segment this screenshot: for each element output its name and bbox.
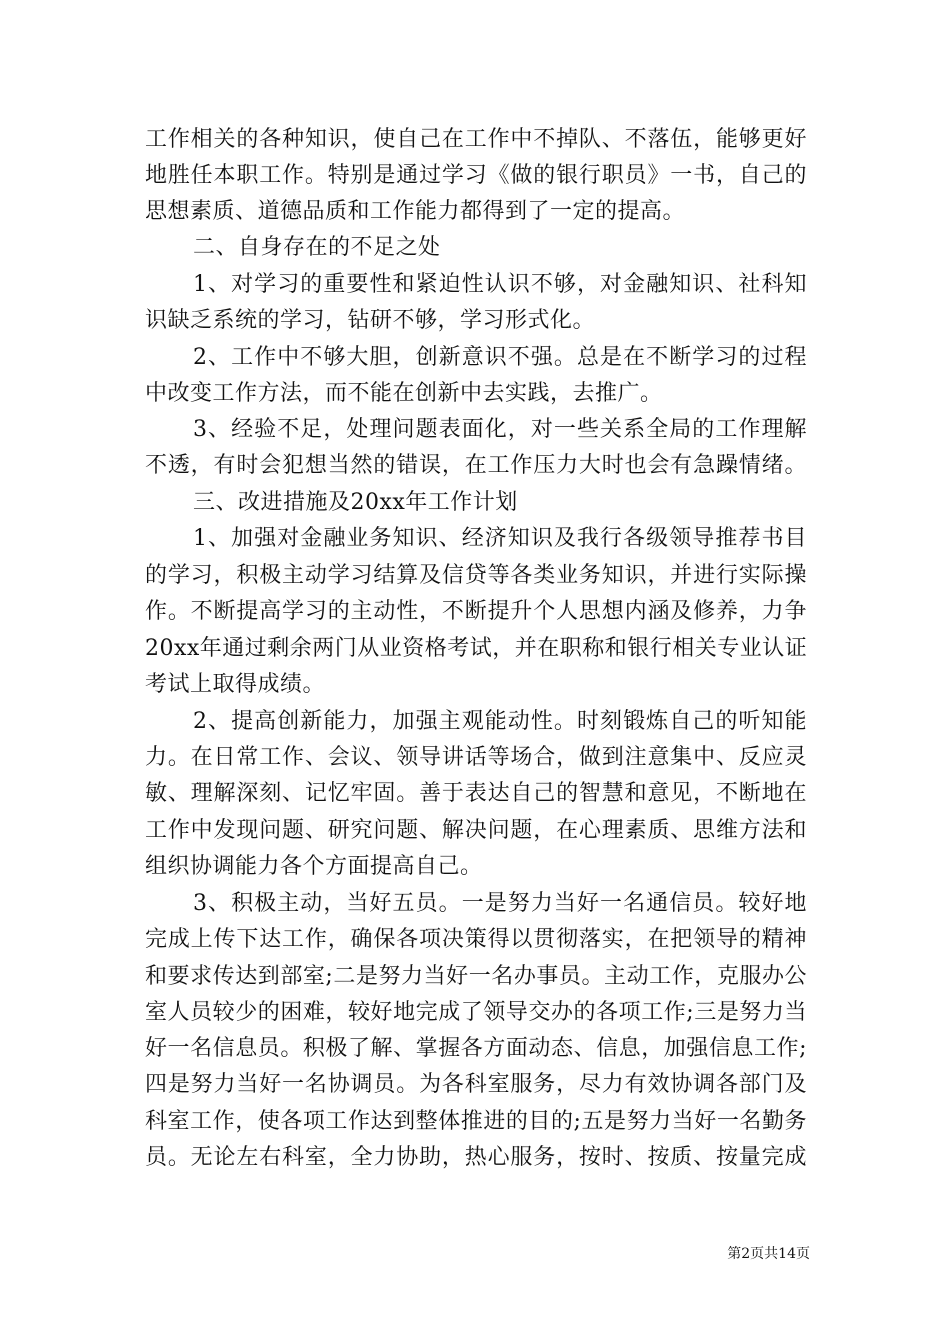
body-text-line: 1、对学习的重要性和紧迫性认识不够，对金融知识、社科知 [193, 272, 807, 297]
body-text-line: 地胜任本职工作。特别是通过学习《做的银行职员》一书，自己的 [145, 163, 807, 188]
body-text-line: 1、加强对金融业务知识、经济知识及我行各级领导推荐书目 [193, 526, 807, 551]
body-text-line: 作。不断提高学习的主动性，不断提升个人思想内涵及修养，力争 [145, 599, 807, 624]
body-text-line: 识缺乏系统的学习，钻研不够，学习形式化。 [145, 308, 596, 333]
body-text-line: 中改变工作方法，而不能在创新中去实践，去推广。 [145, 381, 663, 406]
section-heading: 二、自身存在的不足之处 [193, 235, 441, 260]
section-heading: 三、改进措施及20xx年工作计划 [193, 490, 518, 515]
body-text-line: 四是努力当好一名协调员。为各科室服务，尽力有效协调各部门及 [145, 1072, 807, 1097]
body-text-line: 考试上取得成绩。 [145, 672, 326, 697]
body-text-line: 工作相关的各种知识，使自己在工作中不掉队、不落伍，能够更好 [145, 127, 807, 152]
body-text-line: 员。无论左右科室，全力协助，热心服务，按时、按质、按量完成 [145, 1145, 807, 1170]
body-text-line: 3、经验不足，处理问题表面化，对一些关系全局的工作理解 [193, 417, 807, 442]
body-text-line: 思想素质、道德品质和工作能力都得到了一定的提高。 [145, 199, 686, 224]
page-number-footer: 第2页共14页 [727, 1246, 810, 1262]
body-text-line: 完成上传下达工作，确保各项决策得以贯彻落实，在把领导的精神 [145, 927, 807, 952]
body-text-line: 的学习，积极主动学习结算及信贷等各类业务知识，并进行实际操 [145, 563, 807, 588]
body-text-line: 和要求传达到部室;二是努力当好一名办事员。主动工作，克服办公 [145, 964, 807, 989]
body-text-line: 室人员较少的困难，较好地完成了领导交办的各项工作;三是努力当 [145, 1000, 807, 1025]
body-text-line: 3、积极主动，当好五员。一是努力当好一名通信员。较好地 [193, 891, 807, 916]
body-text-line: 组织协调能力各个方面提高自己。 [145, 854, 483, 879]
body-text-line: 敏、理解深刻、记忆牢固。善于表达自己的智慧和意见，不断地在 [145, 781, 807, 806]
body-text-line: 力。在日常工作、会议、领导讲话等场合，做到注意集中、反应灵 [145, 745, 807, 770]
body-text-line: 2、提高创新能力，加强主观能动性。时刻锻炼自己的听知能 [193, 709, 807, 734]
body-text-line: 工作中发现问题、研究问题、解决问题，在心理素质、思维方法和 [145, 818, 807, 843]
body-text-line: 科室工作，使各项工作达到整体推进的目的;五是努力当好一名勤务 [145, 1109, 807, 1134]
body-text-line: 20xx年通过剩余两门从业资格考试，并在职称和银行相关专业认证 [145, 636, 808, 661]
body-text-line: 不透，有时会犯想当然的错误，在工作压力大时也会有急躁情绪。 [145, 453, 807, 478]
body-text-line: 好一名信息员。积极了解、掌握各方面动态、信息，加强信息工作; [145, 1036, 807, 1061]
body-text-line: 2、工作中不够大胆，创新意识不强。总是在不断学习的过程 [193, 345, 807, 370]
